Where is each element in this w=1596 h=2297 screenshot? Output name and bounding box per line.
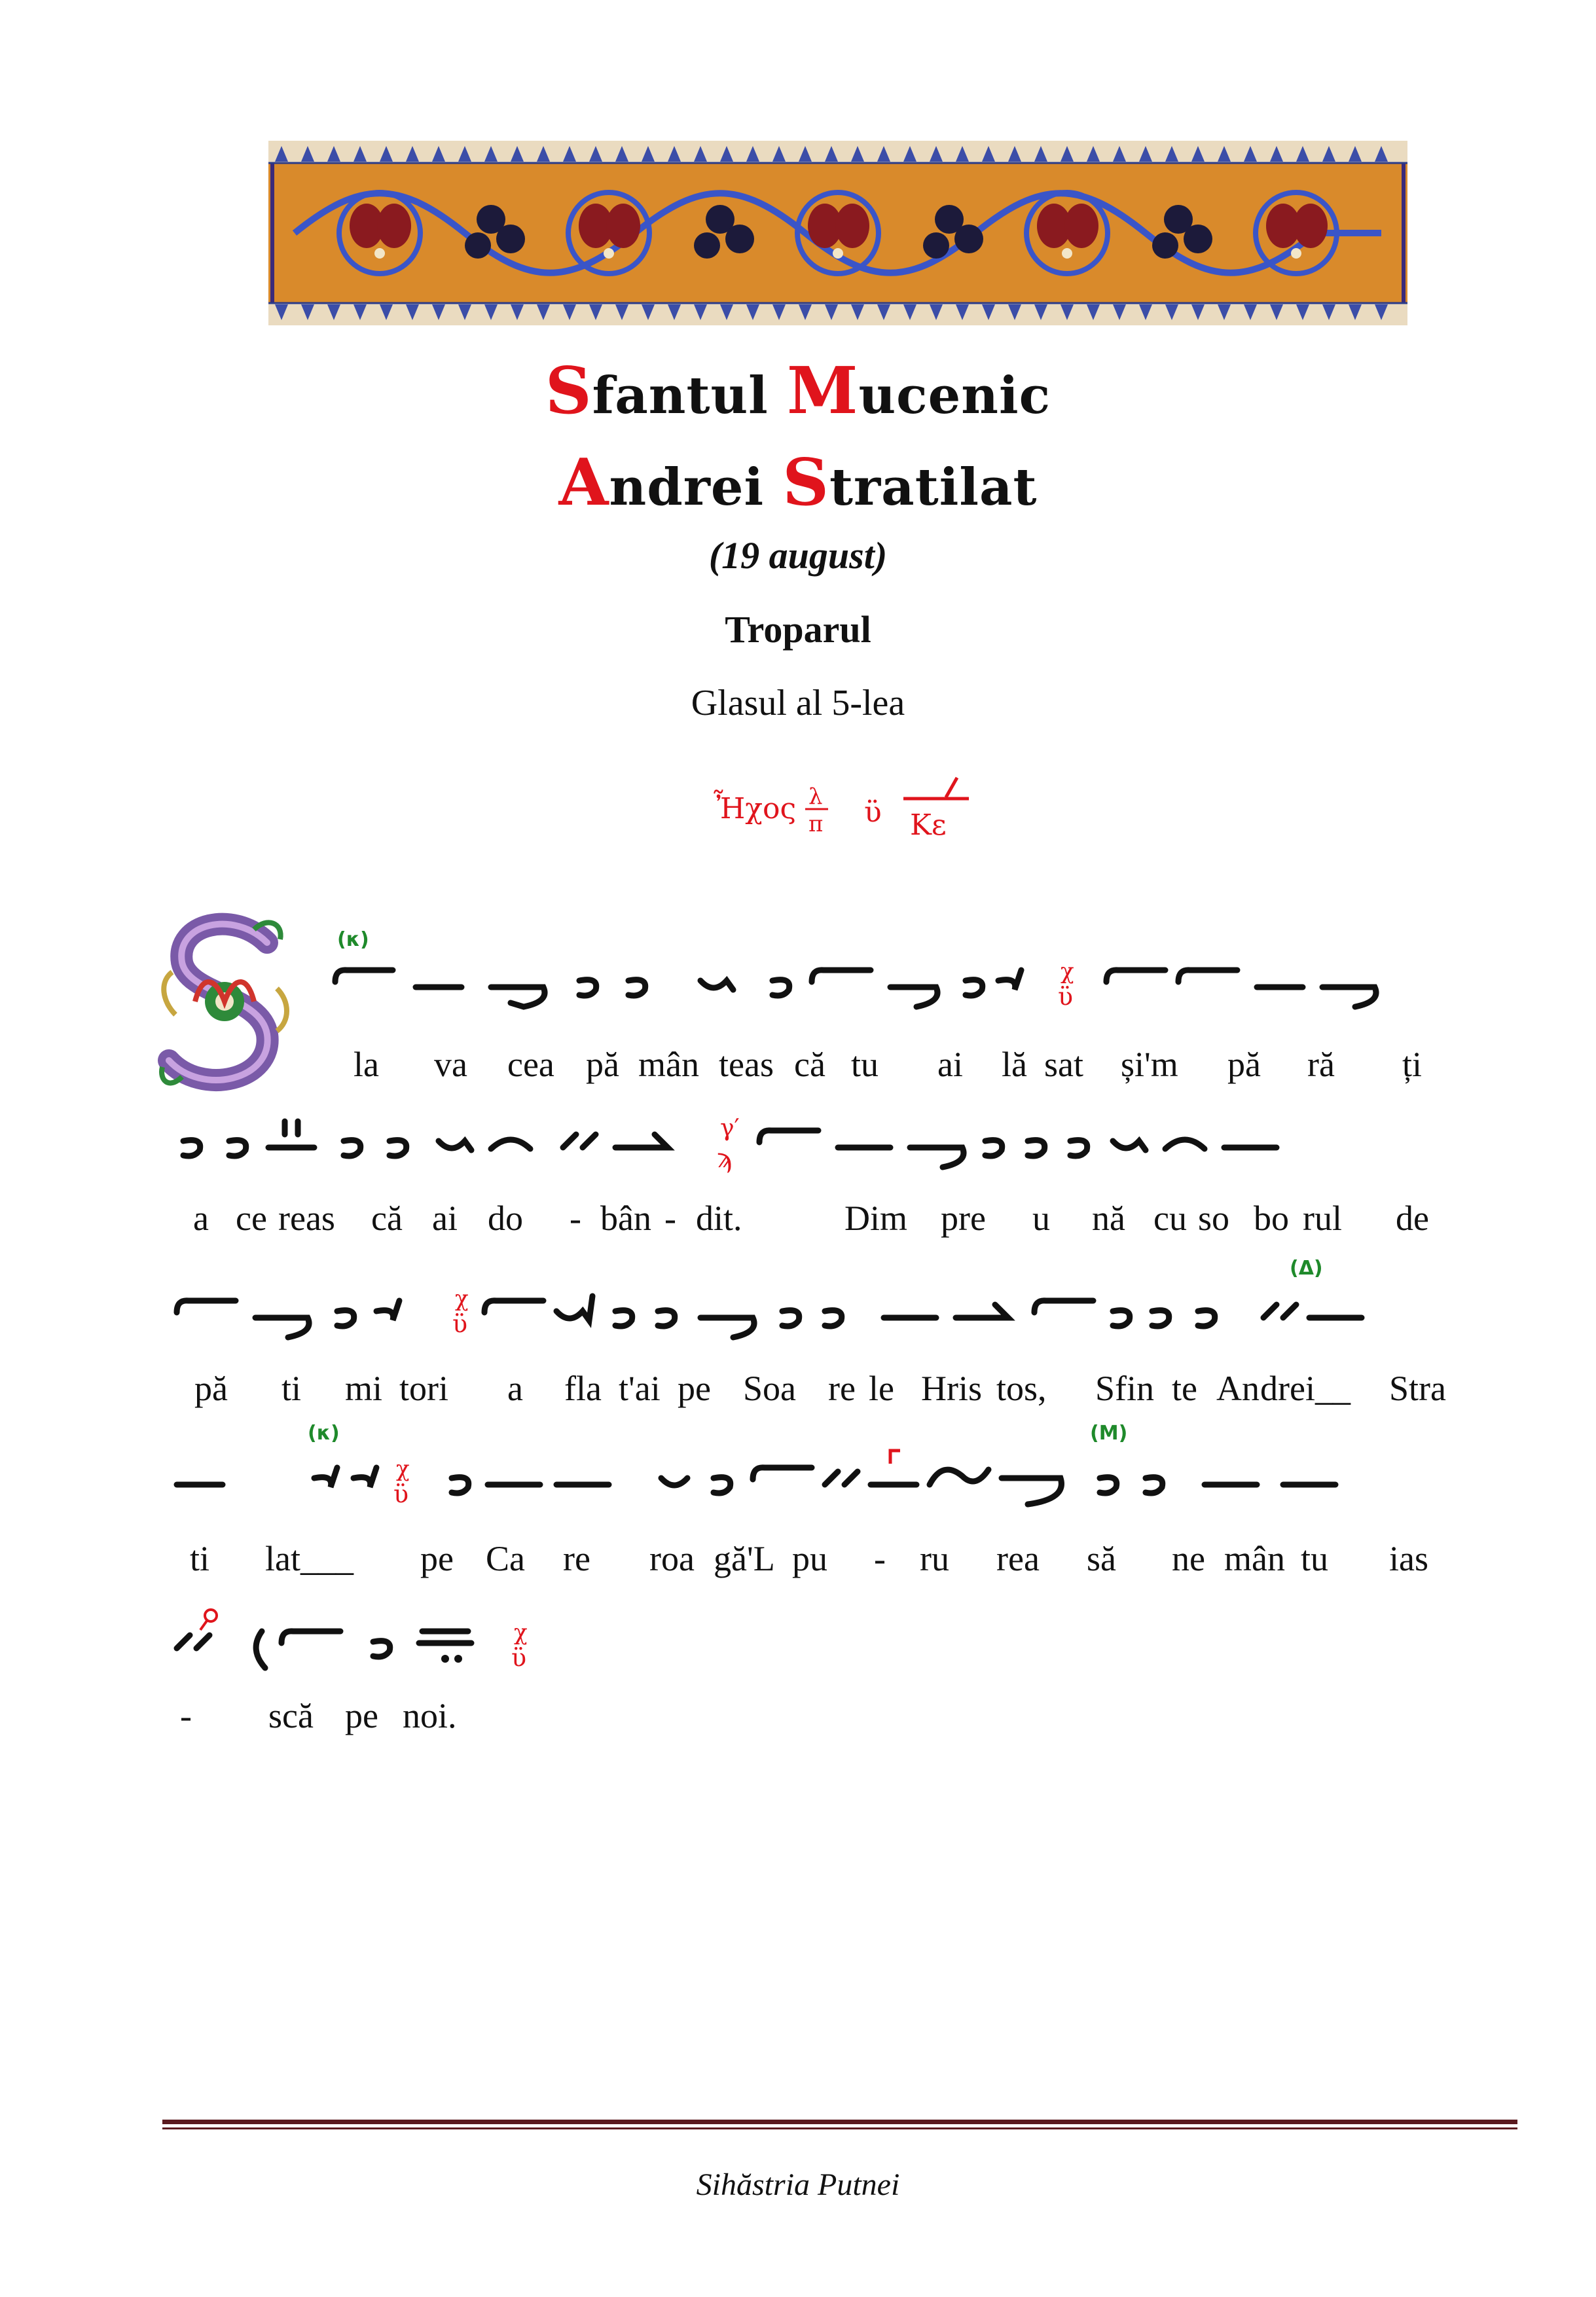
syllable: - bbox=[180, 1696, 192, 1735]
syllable: cea bbox=[507, 1045, 554, 1084]
syllable: te bbox=[1172, 1369, 1197, 1408]
echos-tone-bottom: π bbox=[808, 811, 824, 837]
ornamental-banner bbox=[268, 141, 1407, 325]
syllable: ias bbox=[1389, 1539, 1428, 1578]
syllable: Dim bbox=[844, 1199, 908, 1238]
ison-marker: (κ) bbox=[308, 1422, 340, 1445]
syllable: mân bbox=[1224, 1539, 1285, 1578]
title-cap: S bbox=[782, 445, 830, 520]
syllable: bân bbox=[600, 1199, 651, 1238]
neume-staff-2 bbox=[157, 1090, 1479, 1195]
echos-signature bbox=[714, 772, 988, 851]
ison-marker: (Δ) bbox=[1290, 1257, 1323, 1280]
martyria-sign: ϋ bbox=[393, 1479, 409, 1508]
syllable: Ca bbox=[486, 1539, 525, 1578]
syllable: so bbox=[1198, 1199, 1230, 1238]
syllable: - bbox=[874, 1539, 886, 1578]
syllable: dit. bbox=[696, 1199, 742, 1238]
neume-staff-4 bbox=[157, 1427, 1479, 1532]
hymn-type: Troparul bbox=[725, 608, 871, 651]
syllable: ră bbox=[1307, 1045, 1335, 1084]
martyria-sign: χ bbox=[455, 1286, 469, 1312]
fthora-sign: γ′ bbox=[720, 1115, 740, 1142]
title-word: ucenic bbox=[858, 366, 1051, 425]
martyria-sign: ϋ bbox=[452, 1309, 468, 1338]
syllable: la bbox=[354, 1045, 379, 1084]
syllable: ti bbox=[190, 1539, 210, 1578]
title-line-1 bbox=[0, 353, 1596, 429]
ison-marker: (Μ) bbox=[1090, 1422, 1128, 1445]
syllable: Stra bbox=[1389, 1369, 1446, 1408]
syllable: le bbox=[869, 1369, 894, 1408]
neume-staff-3 bbox=[157, 1260, 1479, 1365]
syllable: tori bbox=[399, 1369, 448, 1408]
martyria-sign: ϋ bbox=[1058, 982, 1074, 1011]
syllable: gă'L bbox=[714, 1539, 775, 1578]
martyria-sign: χ bbox=[396, 1456, 410, 1482]
syllable: nă bbox=[1092, 1199, 1125, 1238]
echos-fthora: Κε bbox=[910, 808, 947, 842]
footer-rule bbox=[162, 2120, 1517, 2124]
martyria-sign: ϋ bbox=[511, 1643, 527, 1672]
syllable: pă bbox=[1227, 1045, 1261, 1084]
syllable: - bbox=[664, 1199, 676, 1238]
fthora-sign: ϡ bbox=[717, 1144, 733, 1174]
syllable: bo bbox=[1254, 1199, 1289, 1238]
martyria-sign: χ bbox=[1061, 958, 1074, 985]
syllable: t'ai bbox=[619, 1369, 661, 1408]
syllable: fla bbox=[564, 1369, 602, 1408]
title-line-2 bbox=[0, 445, 1596, 520]
title-cap: S bbox=[545, 353, 592, 429]
syllable: Sfin bbox=[1095, 1369, 1155, 1408]
syllable: do bbox=[488, 1199, 523, 1238]
syllable: pe bbox=[420, 1539, 454, 1578]
syllable: tu bbox=[851, 1045, 879, 1084]
title-word: ndrei bbox=[609, 458, 783, 517]
neume-staff-5 bbox=[157, 1591, 1479, 1695]
syllable: pe bbox=[678, 1369, 711, 1408]
syllable: u bbox=[1032, 1199, 1050, 1238]
syllable: scă bbox=[268, 1696, 314, 1735]
syllable: Hris bbox=[921, 1369, 982, 1408]
syllable: ți bbox=[1402, 1045, 1423, 1084]
syllable: tos, bbox=[996, 1369, 1047, 1408]
lyric-line-1 bbox=[0, 1044, 1596, 1096]
lyric-line-2 bbox=[0, 1198, 1596, 1250]
syllable: rul bbox=[1303, 1199, 1342, 1238]
syllable: cu bbox=[1153, 1199, 1187, 1238]
syllable: drei__ bbox=[1260, 1369, 1351, 1408]
syllable: a bbox=[193, 1199, 209, 1238]
syllable: de bbox=[1396, 1199, 1429, 1238]
title-word: fantul bbox=[592, 366, 787, 425]
syllable: că bbox=[371, 1199, 403, 1238]
syllable: ai bbox=[432, 1199, 458, 1238]
syllable: rea bbox=[996, 1539, 1040, 1578]
footer-rule bbox=[162, 2127, 1517, 2129]
syllable: roa bbox=[649, 1539, 695, 1578]
syllable: mi bbox=[345, 1369, 383, 1408]
syllable: Soa bbox=[743, 1369, 796, 1408]
syllable: teas bbox=[719, 1045, 774, 1084]
syllable: re bbox=[828, 1369, 856, 1408]
syllable: pe bbox=[345, 1696, 378, 1735]
syllable: pre bbox=[941, 1199, 986, 1238]
syllable: reas bbox=[278, 1199, 335, 1238]
syllable: lat___ bbox=[265, 1539, 354, 1578]
syllable: pu bbox=[792, 1539, 827, 1578]
lyric-line-5 bbox=[0, 1695, 1596, 1748]
title-word: tratilat bbox=[829, 458, 1038, 517]
ison-marker: (κ) bbox=[337, 928, 369, 951]
martyria-sign: χ bbox=[514, 1619, 528, 1646]
lyric-line-3 bbox=[0, 1368, 1596, 1420]
lyric-line-4 bbox=[0, 1538, 1596, 1591]
syllable: că bbox=[794, 1045, 825, 1084]
echos-tone-top: λ bbox=[808, 784, 823, 810]
syllable: noi. bbox=[403, 1696, 457, 1735]
syllable: pă bbox=[586, 1045, 619, 1084]
syllable: ti bbox=[281, 1369, 302, 1408]
syllable: re bbox=[563, 1539, 590, 1578]
title-cap: A bbox=[558, 445, 609, 520]
echos-label: Ἦχος bbox=[714, 792, 797, 825]
tone-label: Glasul al 5-lea bbox=[691, 683, 905, 723]
syllable: ai bbox=[937, 1045, 963, 1084]
syllable: și'm bbox=[1121, 1045, 1178, 1084]
syllable: ru bbox=[920, 1539, 949, 1578]
syllable: lă bbox=[1002, 1045, 1027, 1084]
syllable: a bbox=[507, 1369, 523, 1408]
feast-date: (19 august) bbox=[708, 534, 888, 577]
syllable: să bbox=[1087, 1539, 1116, 1578]
footer-text: Sihăstria Putnei bbox=[696, 2167, 900, 2202]
syllable: An bbox=[1216, 1369, 1260, 1408]
syllable: ce bbox=[236, 1199, 267, 1238]
syllable: ne bbox=[1172, 1539, 1205, 1578]
syllable: - bbox=[570, 1199, 581, 1238]
syllable: va bbox=[434, 1045, 467, 1084]
syllable: sat bbox=[1044, 1045, 1083, 1084]
echos-mid-sign: ϋ bbox=[864, 795, 882, 829]
syllable: mân bbox=[638, 1045, 699, 1084]
syllable: tu bbox=[1301, 1539, 1329, 1578]
syllable: pă bbox=[194, 1369, 228, 1408]
title-cap: M bbox=[786, 353, 859, 429]
